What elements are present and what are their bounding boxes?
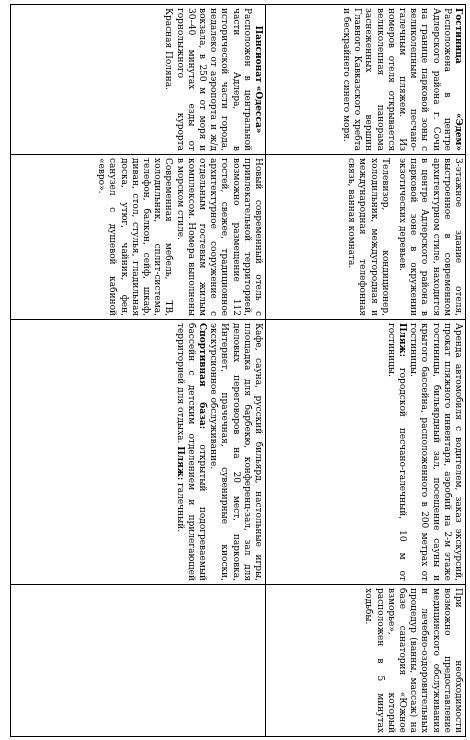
sport-text: открытый подогреваемый бассейн с детским отделением и прилегающей территорией для отдыха. <box>174 323 207 581</box>
beach-label: Пляж: <box>396 323 407 357</box>
hotels-table <box>10 4 466 737</box>
treatment-text: При необходимости возможно предоставление медицинского обслуживания и лечебно-оздоровительных процедур (ванны, массаж) на базе санатория «Южное взморье», который расположен в 5 минутах ходьбы. <box>363 588 463 733</box>
room-amenities: Телевизор, кондиционер, холодильник, междугородная и международная телефонная связь, ванная комната. <box>346 158 390 316</box>
hotel-name-cell <box>11 5 266 155</box>
services-text: Аренда автомобиля с водителем, заказ экскурсий, прокат пляжного инвентаря, аэробий на 2-м этаже гостиницы, бильярдный зал, посещение сауны и крытого бассейна, расположенного в 200 метрах от гостиницы. <box>408 323 463 581</box>
building-description: 3-этажное здание отеля, выстроенное в современном архитектурном стиле, находится в центре Адлерского района в парковой зоне в окружении экзотических деревьев. <box>396 158 463 316</box>
beach-text: галечный. <box>174 480 185 533</box>
services-cell <box>266 320 466 585</box>
hotel-title: Пансионат «Одесса» <box>253 25 263 134</box>
rooms-cell <box>266 155 466 320</box>
hotel-title: Гостиница «Эдем» <box>453 8 463 151</box>
treatment-cell <box>11 585 266 737</box>
room-amenities: Современная мебель, ТВ, холодильник, сплит-система, телефон, балкон, сейф, шкаф, диван, стол, стулья, гладильная доска, утюг, чайник, фен, санузел с душевой кабиной «евро». <box>96 158 174 316</box>
hotel-description: Расположен в центральной части Адлера, в исторической части города, недалеко от аэропорта и ж/д вокзала, в 250 м от моря и 30–40 минутах езды от горнолыжного курорта Красная Поляна. <box>163 8 252 151</box>
rooms-cell <box>11 155 266 320</box>
sport-label: Спортивная база: <box>196 323 207 430</box>
beach-label: Пляж: <box>174 446 185 481</box>
services-text: Кафе, сауна, русский бильярд, настольные игры, площадка для барбекю, конференц-зал, зал для деловых переговоров на 20 мест, парковка, Интернет, прачечная, сувенирные киоски, экскурсионное обслуживание. <box>208 323 263 581</box>
beach-text: городской песчано-галечный, 10 м от гостиницы. <box>385 323 407 581</box>
hotel-description: Расположена в центре Адлерского района г. Сочи на границе парковой зоны с великолепным песчано-галечным пляжем. Из номеров отеля открывается великолепная панорама заснеженных вершин Главного Кавказского хребта и бескрайнего синего моря. <box>340 8 452 151</box>
building-description: Новый современный отель с привлекательной территорией, возможно размещение 112 гостей, свежее, традиционное архитектурное сооружение с отдельным гостевым жилым комплексом. Номера выполнены в морском стиле. <box>174 158 263 316</box>
table-row <box>266 5 466 737</box>
hotel-name-cell <box>266 5 466 155</box>
treatment-cell <box>266 585 466 737</box>
services-cell <box>11 320 266 585</box>
table-row <box>11 5 266 737</box>
